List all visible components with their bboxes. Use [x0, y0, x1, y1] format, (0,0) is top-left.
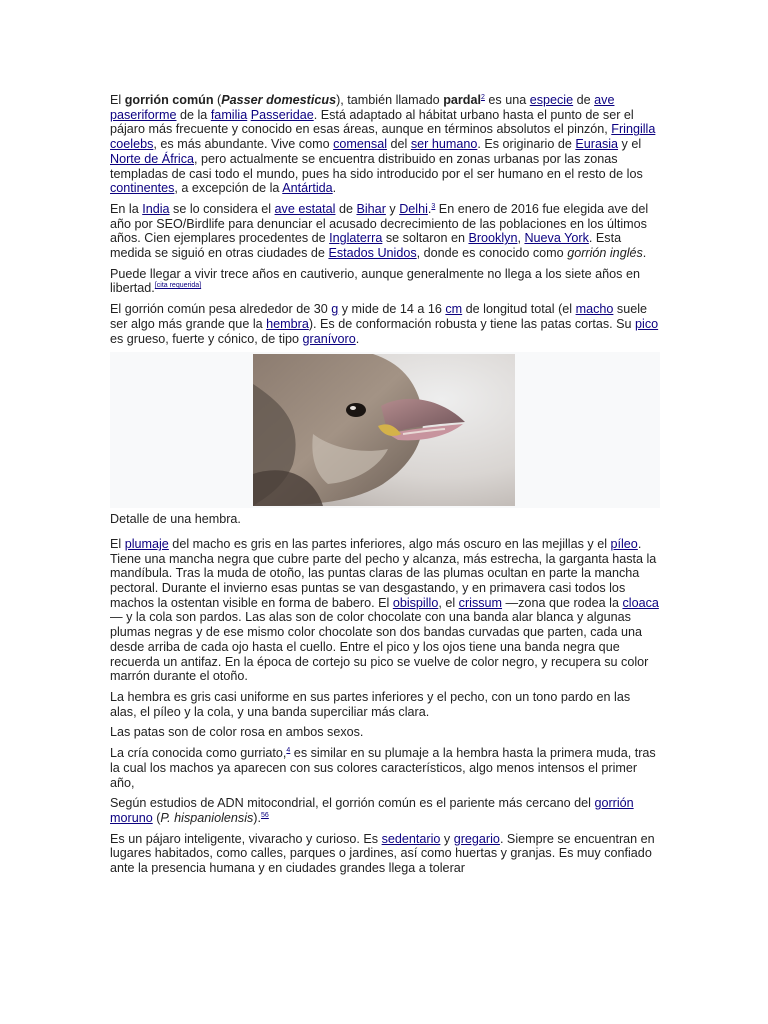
- text: La cría conocida como gurriato,: [110, 746, 287, 761]
- link-cm[interactable]: cm: [445, 302, 463, 317]
- plumage-paragraph: [110, 537, 660, 684]
- text: es similar en su plumaje a la hembra hasta la primera muda, tras la cual los machos ya aparecen con sus colores característicos, algo menos intensos el primer año,: [110, 746, 656, 790]
- text: y: [385, 201, 400, 216]
- text: y: [440, 831, 454, 846]
- text: .: [355, 331, 360, 346]
- intro-paragraph: [110, 93, 660, 196]
- text: ). Es de conformación robusta y tiene las patas cortas. Su: [308, 316, 636, 331]
- link-norte-de-africa[interactable]: Norte de África: [110, 151, 194, 166]
- behavior-paragraph: [110, 832, 660, 876]
- text: . Siempre se encuentran en lugares habitados, como calles, parques o jardines, así como huertas y granjas. Es muy confiado ante la presencia humana y en ciudades grandes llega a tolerar: [110, 831, 655, 876]
- link-fringilla-coelebs[interactable]: Fringilla coelebs: [110, 122, 656, 152]
- text: ).: [253, 810, 261, 825]
- text: y mide de 14 a 16: [338, 302, 446, 317]
- text: Las patas son de color rosa en ambos sexos.: [110, 725, 364, 740]
- link-granivoro[interactable]: granívoro: [302, 331, 356, 346]
- text: .: [332, 181, 337, 196]
- italic-scientific-name: P. hispaniolensis: [160, 810, 254, 825]
- text: La hembra es gris casi uniforme en sus partes inferiores y el pecho, con un tono pardo en las alas, el píleo y la cola, y una banda superciliar más clara.: [110, 689, 631, 719]
- text: ,: [517, 231, 525, 246]
- figure-caption: Detalle de una hembra.: [110, 512, 241, 527]
- bold-term-gorrion-comun: gorrión común: [124, 93, 214, 107]
- figure: [110, 352, 660, 527]
- text: , a excepción de la: [174, 181, 283, 196]
- link-crissum[interactable]: crissum: [458, 595, 503, 610]
- link-gorrion-moruno[interactable]: gorrión moruno: [110, 796, 634, 825]
- text: de la: [176, 107, 211, 122]
- legs-paragraph: [110, 725, 660, 740]
- link-nueva-york[interactable]: Nueva York: [524, 231, 589, 246]
- text: (: [213, 93, 222, 107]
- text: del macho es gris en las partes inferiores, algo más oscuro en las mejillas y el: [168, 536, 611, 551]
- link-pileo[interactable]: píleo: [610, 536, 638, 551]
- link-hembra[interactable]: hembra: [266, 316, 309, 331]
- text: de: [573, 93, 595, 107]
- link-passeridae[interactable]: Passeridae: [250, 107, 314, 122]
- link-paseriforme[interactable]: paseriforme: [110, 107, 177, 122]
- text: . Es originario de: [477, 137, 576, 152]
- link-macho[interactable]: macho: [575, 302, 614, 317]
- text: Puede llegar a vivir trece años en cautiverio, aunque generalmente no llega a los siete años en libertad.: [110, 266, 640, 296]
- india-paragraph: [110, 202, 660, 261]
- text: El gorrión común pesa alrededor de 30: [110, 302, 332, 317]
- link-continentes[interactable]: continentes: [110, 181, 175, 196]
- text: , es más abundante. Vive como: [153, 137, 334, 152]
- text: —zona que rodea la: [502, 595, 623, 610]
- text: es grueso, fuerte y cónico, de tipo: [110, 331, 303, 346]
- lifespan-paragraph: [110, 267, 660, 296]
- dna-paragraph: [110, 796, 660, 825]
- link-obispillo[interactable]: obispillo: [392, 595, 439, 610]
- link-brooklyn[interactable]: Brooklyn: [468, 231, 518, 246]
- article-body: [110, 93, 660, 882]
- text: . Está adaptado al hábitat urbano hasta el punto de ser el pájaro más frecuente y conocido en esas áreas, aunque en términos absolutos el pinzón,: [110, 107, 634, 137]
- link-antartida[interactable]: Antártida: [282, 181, 333, 196]
- chick-paragraph: [110, 746, 660, 790]
- text: El: [110, 93, 125, 107]
- link-plumaje[interactable]: plumaje: [124, 536, 169, 551]
- text: y el: [618, 137, 642, 152]
- italic-term: gorrión inglés: [567, 246, 643, 261]
- text: Según estudios de ADN mitocondrial, el gorrión común es el pariente más cercano del: [110, 796, 595, 811]
- link-familia[interactable]: familia: [210, 107, 248, 122]
- text: En la: [110, 201, 143, 216]
- link-ser-humano[interactable]: ser humano: [410, 137, 478, 152]
- link-estados-unidos[interactable]: Estados Unidos: [328, 246, 417, 261]
- link-eurasia[interactable]: Eurasia: [575, 137, 619, 152]
- size-paragraph: [110, 302, 660, 346]
- text: Es un pájaro inteligente, vivaracho y curioso. Es: [110, 831, 382, 846]
- link-delhi[interactable]: Delhi: [399, 201, 428, 216]
- link-gramo[interactable]: g: [331, 302, 339, 317]
- text: se lo considera el: [169, 201, 275, 216]
- text: es una: [484, 93, 530, 107]
- text: se soltaron en: [382, 231, 469, 246]
- reference-2[interactable]: 2: [480, 94, 485, 101]
- text: de longitud total (el: [462, 302, 576, 317]
- text: del: [387, 137, 411, 152]
- link-bihar[interactable]: Bihar: [356, 201, 386, 216]
- link-comensal[interactable]: comensal: [333, 137, 388, 152]
- citation-needed[interactable]: [cita requerida]: [154, 282, 202, 290]
- reference-3[interactable]: 3: [431, 202, 436, 210]
- text: — y la cola son pardos. Las alas son de color chocolate con una banda alar blanca y algunas plumas negras y de ese mismo color chocolate son dos bandas curvadas que parten, cada una desde arriba de cada ojo hasta el cuello. Entre el pico y los ojos tiene una banda negra que recuerda un antifaz. En la época de cortejo su pico se vuelve de color negro, y recupera su color marrón durante el otoño.: [110, 610, 649, 684]
- link-india[interactable]: India: [142, 201, 170, 216]
- link-ave[interactable]: ave: [594, 93, 615, 107]
- sparrow-photo[interactable]: [253, 354, 515, 506]
- text: .: [642, 246, 647, 261]
- text: de: [335, 201, 357, 216]
- reference-4[interactable]: 4: [286, 747, 291, 755]
- text: (: [152, 810, 161, 825]
- link-sedentario[interactable]: sedentario: [381, 831, 441, 846]
- link-gregario[interactable]: gregario: [453, 831, 500, 846]
- scientific-name: Passer domesticus: [221, 93, 337, 107]
- bold-term-pardal: pardal: [443, 93, 481, 107]
- text: . Tiene una mancha negra que cubre parte del pecho y alcanza, más estrecha, la garganta hasta la mandíbula. Tras la muda de otoño, las puntas claras de las plumas ocultan en parte la mancha pectoral. Durante el invierno esas puntas se van desgastando, y en primavera casi todos los machos la ostentan visible en forma de babero. El: [110, 536, 657, 610]
- link-especie[interactable]: especie: [529, 93, 574, 107]
- link-pico[interactable]: pico: [635, 316, 659, 331]
- female-paragraph: [110, 690, 660, 719]
- link-ave-estatal[interactable]: ave estatal: [274, 201, 336, 216]
- text: , el: [438, 595, 459, 610]
- text: En enero de 2016 fue elegida ave del año por SEO/Birdlife para denunciar el acusado decrecimiento de las poblaciones en los últimos años. Cien ejemplares procedentes de: [110, 201, 649, 246]
- figure-frame: [110, 352, 660, 508]
- text: , donde es conocido como: [416, 246, 568, 261]
- text: El: [110, 536, 125, 551]
- text: suele ser algo más grande que la: [110, 302, 648, 331]
- text: . Esta medida se siguió en otras ciudades de: [110, 231, 622, 261]
- link-inglaterra[interactable]: Inglaterra: [329, 231, 383, 246]
- link-cloaca[interactable]: cloaca: [622, 595, 659, 610]
- text: , pero actualmente se encuentra distribuido en zonas urbanas por las zonas templadas de casi todo el mundo, pues ha sido introducido por el ser humano en el resto de los: [110, 151, 643, 181]
- text: .: [427, 201, 432, 216]
- reference-5-6[interactable]: 56: [261, 811, 269, 819]
- text: ), también llamado: [336, 93, 444, 107]
